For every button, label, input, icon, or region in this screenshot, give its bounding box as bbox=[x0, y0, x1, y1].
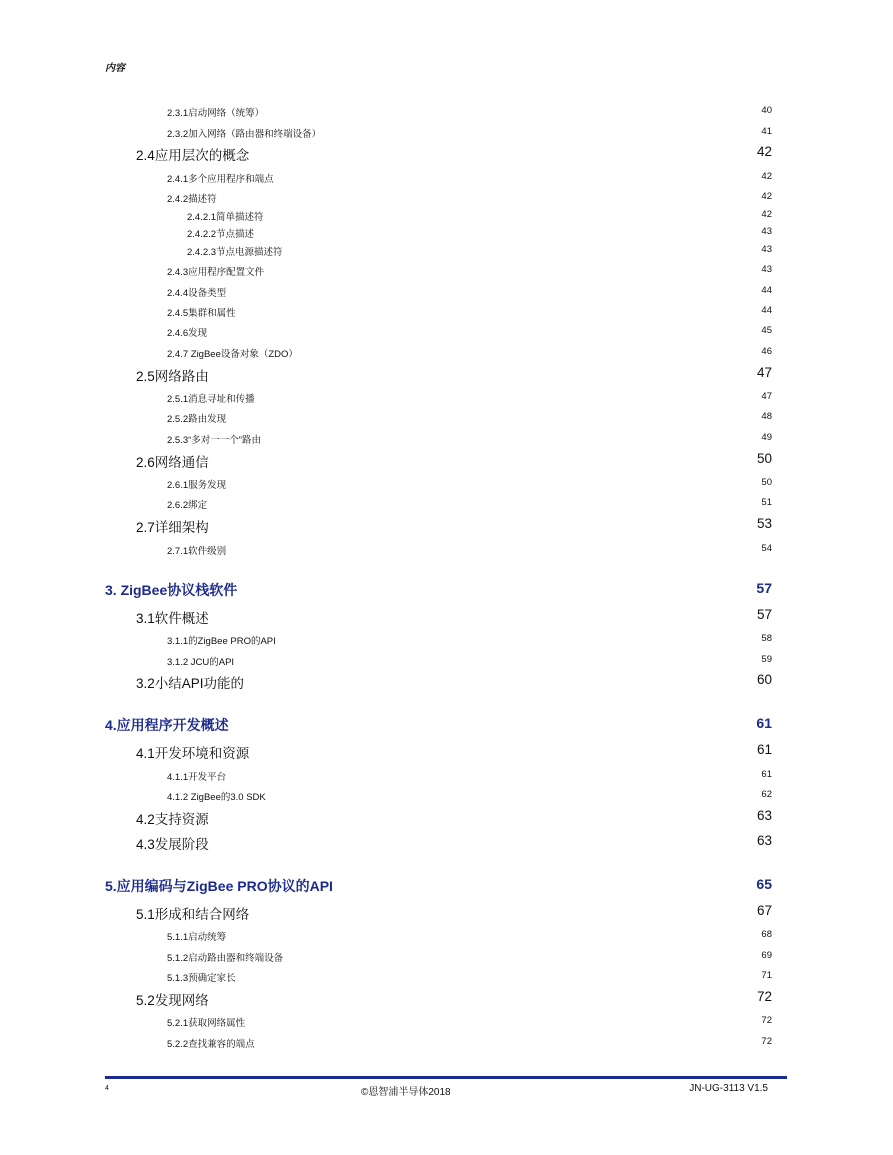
footer-page-number: 4 bbox=[105, 1085, 109, 1092]
toc-entry-page: 59 bbox=[761, 654, 772, 665]
toc-entry[interactable] bbox=[0, 493, 893, 513]
toc-entry-page: 63 bbox=[756, 833, 772, 848]
toc-entry-page: 42 bbox=[761, 209, 772, 220]
toc-entry[interactable] bbox=[0, 240, 893, 260]
toc-entry-title: 5.应用编码与ZigBee PRO协议的API bbox=[105, 878, 333, 894]
toc-entry-title: 2.4.7 ZigBee设备对象（ZDO） bbox=[167, 349, 298, 360]
toc-entry-title: 2.3.2加入网络（路由器和终端设备） bbox=[167, 129, 322, 140]
toc-entry[interactable] bbox=[0, 629, 893, 649]
toc-entry-page: 54 bbox=[761, 543, 772, 554]
page-header-title: 内容 bbox=[105, 63, 125, 74]
toc-entry-page: 50 bbox=[756, 451, 772, 466]
toc-entry-title: 2.5.2路由发现 bbox=[167, 414, 227, 425]
toc-entry[interactable] bbox=[0, 606, 893, 626]
toc-entry[interactable] bbox=[0, 122, 893, 142]
toc-entry-page: 44 bbox=[761, 305, 772, 316]
toc-entry-title: 4.3发展阶段 bbox=[136, 837, 209, 852]
toc-entry[interactable] bbox=[0, 260, 893, 280]
toc-entry-page: 68 bbox=[761, 929, 772, 940]
toc-entry-title: 4.应用程序开发概述 bbox=[105, 717, 229, 733]
toc-entry-page: 72 bbox=[756, 989, 772, 1004]
toc-entry-page: 46 bbox=[761, 346, 772, 357]
toc-entry-title: 2.6.1服务发现 bbox=[167, 480, 227, 491]
toc-entry-title: 2.6网络通信 bbox=[136, 455, 209, 470]
toc-entry-page: 44 bbox=[761, 285, 772, 296]
toc-entry-page: 58 bbox=[761, 633, 772, 644]
toc-entry-page: 61 bbox=[756, 742, 772, 757]
toc-entry-page: 51 bbox=[761, 497, 772, 508]
toc-chapter[interactable] bbox=[0, 875, 893, 895]
toc-entry[interactable] bbox=[0, 101, 893, 121]
toc-entry[interactable] bbox=[0, 832, 893, 852]
toc-entry-title: 4.1.1开发平台 bbox=[167, 772, 227, 783]
toc-entry-page: 42 bbox=[756, 144, 772, 159]
toc-entry-title: 2.4.6发现 bbox=[167, 328, 208, 339]
toc-entry-page: 43 bbox=[761, 244, 772, 255]
toc-entry-title: 2.4.3应用程序配置文件 bbox=[167, 267, 265, 278]
toc-entry-title: 5.1形成和结合网络 bbox=[136, 907, 250, 922]
toc-entry-page: 57 bbox=[756, 580, 772, 596]
toc-entry-title: 2.3.1启动网络（统筹） bbox=[167, 108, 265, 119]
toc-entry[interactable] bbox=[0, 387, 893, 407]
toc-entry-title: 3.1.1的ZigBee PRO的API bbox=[167, 636, 276, 647]
toc-entry[interactable] bbox=[0, 765, 893, 785]
toc-entry-page: 45 bbox=[761, 325, 772, 336]
toc-entry[interactable] bbox=[0, 342, 893, 362]
toc-entry-page: 40 bbox=[761, 105, 772, 116]
toc-entry-page: 61 bbox=[756, 715, 772, 731]
toc-entry-page: 65 bbox=[756, 876, 772, 892]
toc-entry-page: 63 bbox=[756, 808, 772, 823]
toc-entry[interactable] bbox=[0, 539, 893, 559]
toc-entry[interactable] bbox=[0, 473, 893, 493]
toc-entry-page: 62 bbox=[761, 789, 772, 800]
toc-entry[interactable] bbox=[0, 143, 893, 163]
toc-entry-page: 47 bbox=[761, 391, 772, 402]
toc-entry[interactable] bbox=[0, 902, 893, 922]
toc-entry-page: 43 bbox=[761, 226, 772, 237]
toc-entry-page: 72 bbox=[761, 1036, 772, 1047]
toc-entry[interactable] bbox=[0, 428, 893, 448]
toc-entry[interactable] bbox=[0, 946, 893, 966]
toc-entry-page: 53 bbox=[756, 516, 772, 531]
toc-entry-title: 5.2发现网络 bbox=[136, 993, 209, 1008]
toc-entry-page: 42 bbox=[761, 191, 772, 202]
toc-entry[interactable] bbox=[0, 167, 893, 187]
toc-entry-page: 69 bbox=[761, 950, 772, 961]
toc-entry[interactable] bbox=[0, 650, 893, 670]
toc-entry[interactable] bbox=[0, 187, 893, 207]
toc-entry[interactable] bbox=[0, 988, 893, 1008]
toc-entry-page: 42 bbox=[761, 171, 772, 182]
toc-entry[interactable] bbox=[0, 407, 893, 427]
toc-entry-page: 61 bbox=[761, 769, 772, 780]
toc-entry[interactable] bbox=[0, 364, 893, 384]
footer-copyright: ©恩智浦半导体2018 bbox=[361, 1087, 451, 1098]
toc-entry-title: 2.4.1多个应用程序和端点 bbox=[167, 174, 274, 185]
toc-entry[interactable] bbox=[0, 925, 893, 945]
toc-entry[interactable] bbox=[0, 1032, 893, 1052]
toc-entry-title: 2.6.2绑定 bbox=[167, 500, 208, 511]
toc-entry-title: 2.5网络路由 bbox=[136, 369, 209, 384]
toc-entry-title: 2.7.1软件级别 bbox=[167, 546, 227, 557]
toc-entry-page: 50 bbox=[761, 477, 772, 488]
toc-entry-title: 3.1.2 JCU的API bbox=[167, 657, 235, 668]
toc-entry-title: 2.4.5集群和属性 bbox=[167, 308, 236, 319]
toc-entry-title: 2.4.4设备类型 bbox=[167, 288, 227, 299]
toc-entry-page: 72 bbox=[761, 1015, 772, 1026]
toc-entry-title: 3. ZigBee协议栈软件 bbox=[105, 582, 238, 598]
toc-entry[interactable] bbox=[0, 1011, 893, 1031]
toc-entry[interactable] bbox=[0, 515, 893, 535]
toc-chapter[interactable] bbox=[0, 714, 893, 734]
toc-entry[interactable] bbox=[0, 671, 893, 691]
toc-entry-title: 3.2小结API功能的 bbox=[136, 676, 245, 691]
toc-entry-page: 71 bbox=[761, 970, 772, 981]
toc-entry-title: 5.1.2启动路由器和终端设备 bbox=[167, 953, 284, 964]
toc-entry-title: 4.2支持资源 bbox=[136, 812, 209, 827]
toc-entry-page: 57 bbox=[756, 607, 772, 622]
toc-entry-title: 4.1开发环境和资源 bbox=[136, 746, 250, 761]
toc-entry[interactable] bbox=[0, 741, 893, 761]
toc-entry-page: 48 bbox=[761, 411, 772, 422]
toc-entry-title: 2.4应用层次的概念 bbox=[136, 148, 250, 163]
toc-entry-title: 2.5.1消息寻址和传播 bbox=[167, 394, 255, 405]
footer-document-id: JN-UG-3113 V1.5 bbox=[689, 1083, 768, 1094]
toc-entry[interactable] bbox=[0, 966, 893, 986]
toc-entry-title: 2.4.2.3节点电源描述符 bbox=[187, 247, 283, 258]
toc-entry-title: 2.4.2.1简单描述符 bbox=[187, 212, 264, 223]
toc-entry-title: 2.4.2描述符 bbox=[167, 194, 217, 205]
toc-chapter[interactable] bbox=[0, 579, 893, 599]
toc-entry[interactable] bbox=[0, 222, 893, 242]
toc-entry-title: 2.7详细架构 bbox=[136, 520, 209, 535]
toc-entry[interactable] bbox=[0, 785, 893, 805]
toc-entry[interactable] bbox=[0, 450, 893, 470]
toc-entry-title: 5.1.3预确定家长 bbox=[167, 973, 236, 984]
toc-entry-page: 67 bbox=[756, 903, 772, 918]
toc-entry[interactable] bbox=[0, 281, 893, 301]
toc-entry-page: 43 bbox=[761, 264, 772, 275]
toc-entry-title: 2.5.3“多对一一个”路由 bbox=[167, 435, 261, 446]
toc-entry-title: 3.1软件概述 bbox=[136, 611, 209, 626]
toc-entry[interactable] bbox=[0, 321, 893, 341]
footer-divider bbox=[105, 1076, 787, 1079]
toc-entry-title: 5.1.1启动统筹 bbox=[167, 932, 227, 943]
toc-entry-title: 4.1.2 ZigBee的3.0 SDK bbox=[167, 792, 266, 803]
toc-entry-page: 47 bbox=[756, 365, 772, 380]
toc-entry-page: 60 bbox=[756, 672, 772, 687]
toc-entry-title: 2.4.2.2节点描述 bbox=[187, 229, 255, 240]
toc-entry-page: 41 bbox=[761, 126, 772, 137]
toc-entry[interactable] bbox=[0, 807, 893, 827]
toc-entry-title: 5.2.2查找兼容的端点 bbox=[167, 1039, 255, 1050]
toc-entry-page: 49 bbox=[761, 432, 772, 443]
toc-entry-title: 5.2.1获取网络属性 bbox=[167, 1018, 246, 1029]
toc-entry[interactable] bbox=[0, 301, 893, 321]
